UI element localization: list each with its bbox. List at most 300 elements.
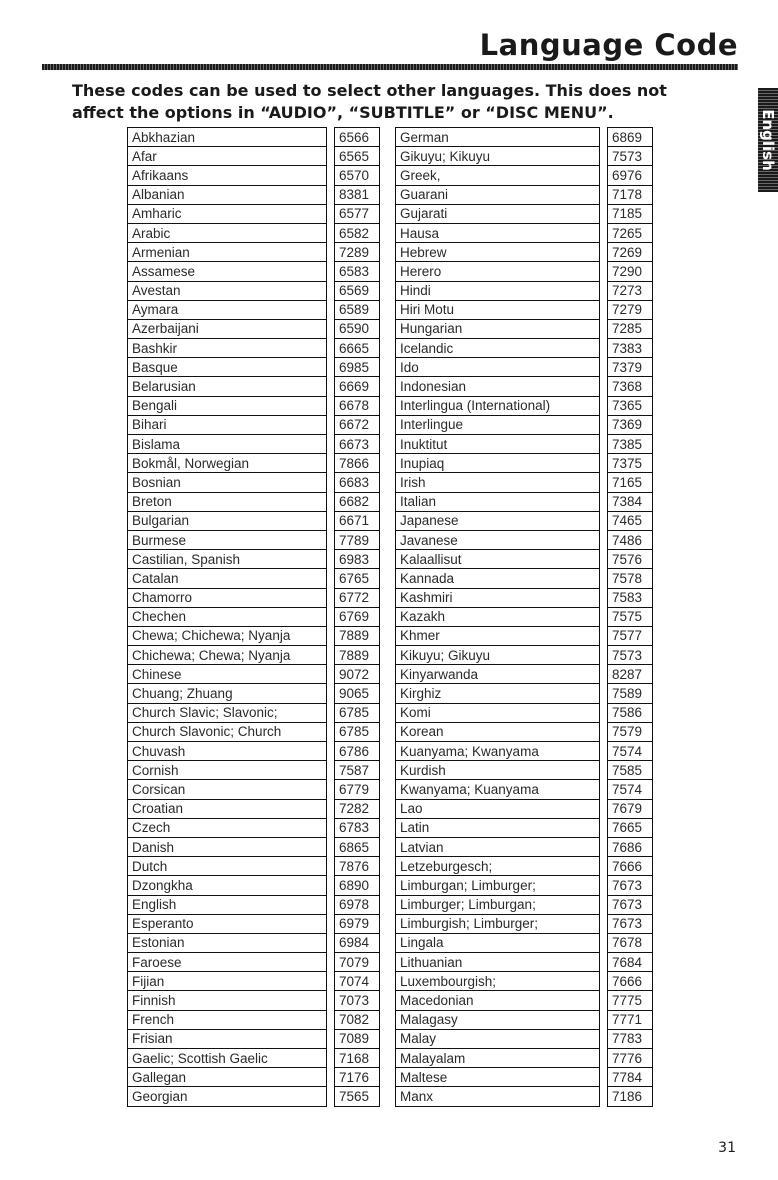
column-gap [600,1029,608,1048]
column-gap [600,128,608,147]
language-code: 7665 [608,818,653,837]
column-gap [600,243,608,262]
column-gap [327,876,335,895]
table-row [128,684,380,703]
table-row [396,492,653,511]
column-gap [600,454,608,473]
language-code: 7279 [608,300,653,319]
language-code: 7789 [335,530,380,549]
table-row [128,1010,380,1029]
language-name: Icelandic [396,339,600,358]
table-row [396,435,653,454]
table-row [128,665,380,684]
language-name: Kikuyu; Gikuyu [396,646,600,665]
table-row [396,646,653,665]
language-code: 7574 [608,742,653,761]
column-gap [327,761,335,780]
table-row [396,626,653,645]
column-gap [327,147,335,166]
language-name: Avestan [128,281,327,300]
table-row [396,223,653,242]
table-row [128,953,380,972]
language-code: 6890 [335,876,380,895]
language-name: Dzongkha [128,876,327,895]
table-row [128,185,380,204]
language-code: 7375 [608,454,653,473]
column-gap [327,1010,335,1029]
table-row [128,435,380,454]
column-gap [600,319,608,338]
title-rule [42,64,738,70]
language-name: Czech [128,818,327,837]
language-code: 7289 [335,243,380,262]
language-name: Esperanto [128,914,327,933]
table-row [396,780,653,799]
language-code: 6583 [335,262,380,281]
column-gap [600,377,608,396]
table-row [396,818,653,837]
language-name: Chechen [128,607,327,626]
column-gap [600,339,608,358]
language-code: 7783 [608,1029,653,1048]
table-row [396,128,653,147]
column-gap [600,492,608,511]
language-code: 7686 [608,837,653,856]
language-code: 7673 [608,914,653,933]
language-name: English [128,895,327,914]
table-row [128,492,380,511]
language-code: 7368 [608,377,653,396]
language-name: Azerbaijani [128,319,327,338]
table-row [128,530,380,549]
column-gap [327,204,335,223]
language-name: Interlingue [396,415,600,434]
language-code: 7889 [335,646,380,665]
language-code: 9072 [335,665,380,684]
column-gap [327,128,335,147]
language-code: 7775 [608,991,653,1010]
column-gap [600,684,608,703]
language-code: 6678 [335,396,380,415]
language-name: Finnish [128,991,327,1010]
table-row [128,166,380,185]
language-code: 6582 [335,223,380,242]
table-row [128,262,380,281]
language-code: 7089 [335,1029,380,1048]
table-row [128,876,380,895]
column-gap [327,972,335,991]
table-row [396,185,653,204]
column-gap [600,799,608,818]
column-gap [600,780,608,799]
table-row [128,319,380,338]
language-code: 7178 [608,185,653,204]
language-code: 7383 [608,339,653,358]
table-row [396,857,653,876]
language-name: Aymara [128,300,327,319]
language-code: 6565 [335,147,380,166]
table-row [128,204,380,223]
language-code: 6978 [335,895,380,914]
table-row [396,262,653,281]
column-gap [327,473,335,492]
language-code: 7265 [608,223,653,242]
language-code: 6589 [335,300,380,319]
language-name: Estonian [128,933,327,952]
language-code-table-left [127,127,380,1107]
language-name: Indonesian [396,377,600,396]
column-gap [327,818,335,837]
table-row [396,339,653,358]
language-code: 6569 [335,281,380,300]
table-row [396,569,653,588]
column-gap [327,262,335,281]
language-code: 7679 [608,799,653,818]
language-code: 7282 [335,799,380,818]
language-name: Luxembourgish; [396,972,600,991]
table-row [128,243,380,262]
language-name: Lao [396,799,600,818]
column-gap [600,415,608,434]
column-gap [600,1087,608,1106]
language-name: Chewa; Chichewa; Nyanja [128,626,327,645]
language-name: Bihari [128,415,327,434]
table-row [396,607,653,626]
table-row [128,473,380,492]
language-code: 7365 [608,396,653,415]
table-row [396,953,653,972]
table-row [128,1087,380,1106]
column-gap [600,646,608,665]
language-name: Danish [128,837,327,856]
language-name: Breton [128,492,327,511]
language-code: 7186 [608,1087,653,1106]
language-code: 7771 [608,1010,653,1029]
table-row [396,550,653,569]
table-row [128,914,380,933]
language-code: 6683 [335,473,380,492]
language-name: Church Slavic; Slavonic; [128,703,327,722]
table-row [128,1029,380,1048]
language-code: 6783 [335,818,380,837]
column-gap [327,953,335,972]
language-code: 6673 [335,435,380,454]
column-gap [327,991,335,1010]
table-row [128,223,380,242]
table-row [396,396,653,415]
column-gap [327,185,335,204]
side-tab-label: English [759,109,777,171]
language-code: 7574 [608,780,653,799]
language-name: Faroese [128,953,327,972]
column-gap [600,742,608,761]
column-gap [327,1068,335,1087]
table-row [396,837,653,856]
language-name: Fijian [128,972,327,991]
language-name: Limburger; Limburgan; [396,895,600,914]
language-name: Japanese [396,511,600,530]
language-name: Manx [396,1087,600,1106]
language-code: 6665 [335,339,380,358]
column-gap [327,281,335,300]
column-gap [600,204,608,223]
column-gap [327,492,335,511]
column-gap [327,914,335,933]
table-row [128,588,380,607]
language-code: 6785 [335,722,380,741]
column-gap [327,396,335,415]
language-name: Chamorro [128,588,327,607]
table-row [128,454,380,473]
language-name: Interlingua (International) [396,396,600,415]
language-name: Korean [396,722,600,741]
column-gap [600,761,608,780]
language-name: Chichewa; Chewa; Nyanja [128,646,327,665]
language-name: Basque [128,358,327,377]
table-row [128,818,380,837]
column-gap [327,358,335,377]
column-gap [327,799,335,818]
language-code: 7285 [608,319,653,338]
table-row [128,415,380,434]
language-name: Afrikaans [128,166,327,185]
column-gap [600,588,608,607]
table-row [396,703,653,722]
table-row [128,761,380,780]
column-gap [327,780,335,799]
table-row [128,511,380,530]
language-name: Hausa [396,223,600,242]
language-name: Kannada [396,569,600,588]
language-name: Bislama [128,435,327,454]
language-code: 7589 [608,684,653,703]
language-name: Malayalam [396,1049,600,1068]
language-name: Kinyarwanda [396,665,600,684]
language-code: 6779 [335,780,380,799]
language-name: Kirghiz [396,684,600,703]
column-gap [327,665,335,684]
table-row [128,646,380,665]
language-code: 7384 [608,492,653,511]
table-row [128,1068,380,1087]
language-name: Bokmål, Norwegian [128,454,327,473]
table-row [128,626,380,645]
table-row [128,1049,380,1068]
column-gap [600,876,608,895]
column-gap [600,473,608,492]
language-code: 6985 [335,358,380,377]
language-name: Bulgarian [128,511,327,530]
language-name: Georgian [128,1087,327,1106]
language-code: 7684 [608,953,653,972]
page-number: 31 [718,1140,736,1156]
column-gap [327,223,335,242]
language-code: 7784 [608,1068,653,1087]
column-gap [600,953,608,972]
language-name: Kurdish [396,761,600,780]
language-name: Belarusian [128,377,327,396]
language-code: 6976 [608,166,653,185]
table-row [396,684,653,703]
table-row [396,933,653,952]
table-row [396,799,653,818]
language-code: 7673 [608,895,653,914]
language-name: Latin [396,818,600,837]
column-gap [327,1029,335,1048]
column-gap [327,569,335,588]
table-row [396,204,653,223]
column-gap [600,722,608,741]
column-gap [600,300,608,319]
column-gap [600,857,608,876]
language-name: Malay [396,1029,600,1048]
language-code: 8287 [608,665,653,684]
table-row [396,358,653,377]
table-row [396,1087,653,1106]
column-gap [327,684,335,703]
language-name: Corsican [128,780,327,799]
column-gap [600,1049,608,1068]
language-code: 7565 [335,1087,380,1106]
column-gap [327,435,335,454]
language-name: Italian [396,492,600,511]
column-gap [600,837,608,856]
language-code: 6669 [335,377,380,396]
table-row [396,415,653,434]
column-gap [600,358,608,377]
table-row [396,1010,653,1029]
language-name: Herero [396,262,600,281]
table-row [396,914,653,933]
table-row [128,300,380,319]
language-code: 6765 [335,569,380,588]
column-gap [600,818,608,837]
table-row [128,569,380,588]
column-gap [327,377,335,396]
table-row [396,991,653,1010]
language-code: 7673 [608,876,653,895]
table-row [128,837,380,856]
column-gap [327,339,335,358]
table-row [396,588,653,607]
table-row [128,742,380,761]
table-row [128,857,380,876]
language-name: Lingala [396,933,600,952]
column-gap [327,933,335,952]
language-code: 7176 [335,1068,380,1087]
column-gap [600,435,608,454]
language-name: Inuktitut [396,435,600,454]
table-row [128,550,380,569]
table-row [396,319,653,338]
column-gap [600,972,608,991]
language-code: 7165 [608,473,653,492]
table-row [396,1068,653,1087]
column-gap [600,396,608,415]
language-name: Chuvash [128,742,327,761]
language-name: Lithuanian [396,953,600,972]
language-code: 7776 [608,1049,653,1068]
language-name: Bashkir [128,339,327,358]
language-name: Castilian, Spanish [128,550,327,569]
language-name: Limburgan; Limburger; [396,876,600,895]
language-code: 7587 [335,761,380,780]
table-row [396,876,653,895]
language-name: Assamese [128,262,327,281]
language-name: Chuang; Zhuang [128,684,327,703]
language-code: 6682 [335,492,380,511]
language-name: Cornish [128,761,327,780]
language-name: Hiri Motu [396,300,600,319]
table-row [128,933,380,952]
column-gap [600,569,608,588]
language-side-tab [758,88,778,192]
language-name: Javanese [396,530,600,549]
language-code: 6671 [335,511,380,530]
column-gap [327,243,335,262]
language-code: 7385 [608,435,653,454]
column-gap [327,530,335,549]
language-code: 7290 [608,262,653,281]
language-name: Latvian [396,837,600,856]
column-gap [600,185,608,204]
table-row [396,166,653,185]
column-gap [600,626,608,645]
language-code: 7666 [608,972,653,991]
language-code: 7586 [608,703,653,722]
column-gap [327,857,335,876]
column-gap [600,166,608,185]
column-gap [600,703,608,722]
language-name: Kazakh [396,607,600,626]
language-code: 7573 [608,646,653,665]
language-name: Greek, [396,166,600,185]
language-code: 6785 [335,703,380,722]
column-gap [600,511,608,530]
language-name: Letzeburgesch; [396,857,600,876]
table-row [128,780,380,799]
column-gap [327,166,335,185]
language-name: Guarani [396,185,600,204]
language-name: Limburgish; Limburger; [396,914,600,933]
table-row [396,895,653,914]
column-gap [600,530,608,549]
table-row [396,742,653,761]
column-gap [600,914,608,933]
language-name: Gaelic; Scottish Gaelic [128,1049,327,1068]
table-row [396,454,653,473]
language-name: Gallegan [128,1068,327,1087]
column-gap [600,281,608,300]
table-row [128,358,380,377]
table-row [396,377,653,396]
language-code: 7073 [335,991,380,1010]
column-gap [600,895,608,914]
language-name: Malagasy [396,1010,600,1029]
language-name: Maltese [396,1068,600,1087]
language-code: 6984 [335,933,380,952]
language-name: Khmer [396,626,600,645]
table-row [396,1029,653,1048]
column-gap [327,415,335,434]
column-gap [327,588,335,607]
language-code: 6865 [335,837,380,856]
language-name: Afar [128,147,327,166]
language-code: 6769 [335,607,380,626]
table-row [396,722,653,741]
language-name: Macedonian [396,991,600,1010]
column-gap [600,1068,608,1087]
